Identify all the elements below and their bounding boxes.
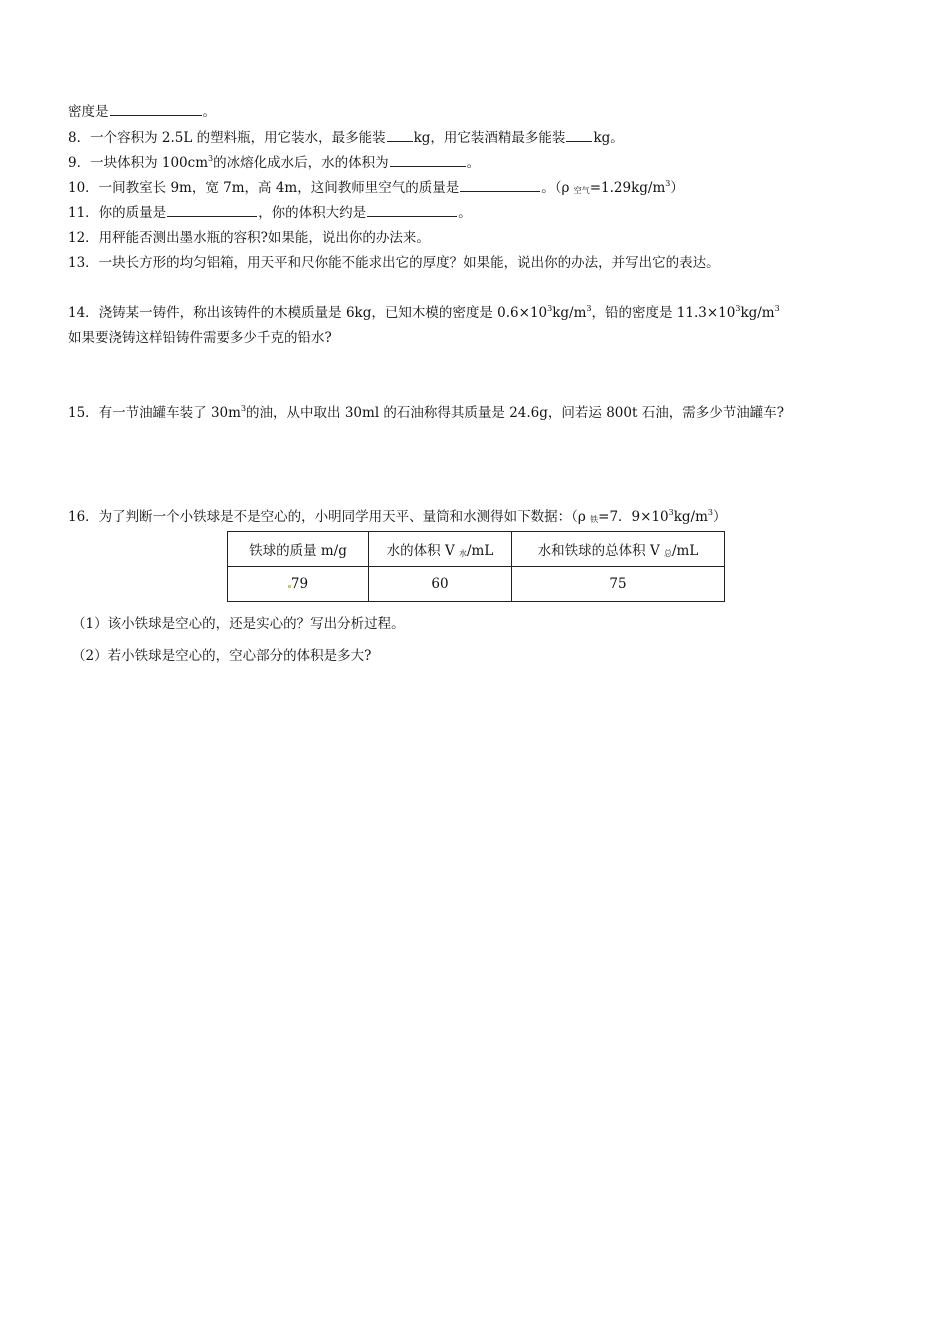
question-8: 8．一个容积为 2.5L 的塑料瓶，用它装水，最多能装 kg，用它装酒精最多能装 kg。 xyxy=(68,130,624,146)
question-14: 14．浇铸某一铸件，称出该铸件的木模质量是 6kg，已知木模的密度是 $0.6\times 10^3kg/m^3$，铅的密度是 $11.3\times 10^3kg/m^3$ xyxy=(68,304,780,321)
question-12: 12．用秤能否测出墨水瓶的容积?如果能，说出你的办法来。 xyxy=(68,230,430,246)
answer-blank[interactable] xyxy=(387,129,413,142)
question-10: 10．一间教室长 9m，宽 7m，高 4m，这间教师里空气的质量是 。（ρ $_{空气}=1.29kg/m^3$） xyxy=(68,179,684,196)
table-header-cell: 水的体积 V $_水$/mL xyxy=(369,532,512,567)
question-7-tail: 密度是 。 xyxy=(68,104,216,120)
question-16-part-1: （1）该小铁球是空心的，还是实心的？写出分析过程。 xyxy=(72,616,405,632)
table-cell: 60 xyxy=(369,567,512,602)
question-16: 16．为了判断一个小铁球是不是空心的，小明同学用天平、量筒和水测得如下数据：（ρ $_铁$=7．$9\times 10^3kg/m^3$） xyxy=(68,508,727,525)
table-header-row xyxy=(228,532,725,567)
table-header-cell: 铁球的质量 m/g xyxy=(228,532,369,567)
measurement-table xyxy=(227,531,725,602)
question-15: 15．有一节油罐车装了 $30m^3$的油，从中取出 30ml 的石油称得其质量是 24.6g，问若运 800t 石油，需多少节油罐车? xyxy=(68,404,784,421)
question-9: 9．一块体积为 $100cm^3$的冰熔化成水后，水的体积为 。 xyxy=(68,154,481,171)
table-header-cell: 水和铁球的总体积 V $_总$/mL xyxy=(512,532,725,567)
question-16-part-2: （2）若小铁球是空心的，空心部分的体积是多大? xyxy=(72,648,372,664)
question-14-line-2: 如果要浇铸这样铅铸件需要多少千克的铅水? xyxy=(68,330,332,346)
answer-blank[interactable] xyxy=(460,179,540,192)
answer-blank[interactable] xyxy=(110,103,202,116)
table-cell: 79 xyxy=(228,567,369,602)
answer-blank[interactable] xyxy=(367,204,457,217)
question-13: 13．一块长方形的均匀铝箱，用天平和尺你能不能求出它的厚度？如果能，说出你的办法，并写出它的表达。 xyxy=(68,255,720,271)
table-row xyxy=(228,567,725,602)
answer-blank[interactable] xyxy=(167,204,257,217)
answer-blank[interactable] xyxy=(390,154,466,167)
question-11: 11．你的质量是 ，你的体积大约是 。 xyxy=(68,205,472,221)
answer-blank[interactable] xyxy=(566,129,592,142)
table-cell: 75 xyxy=(512,567,725,602)
